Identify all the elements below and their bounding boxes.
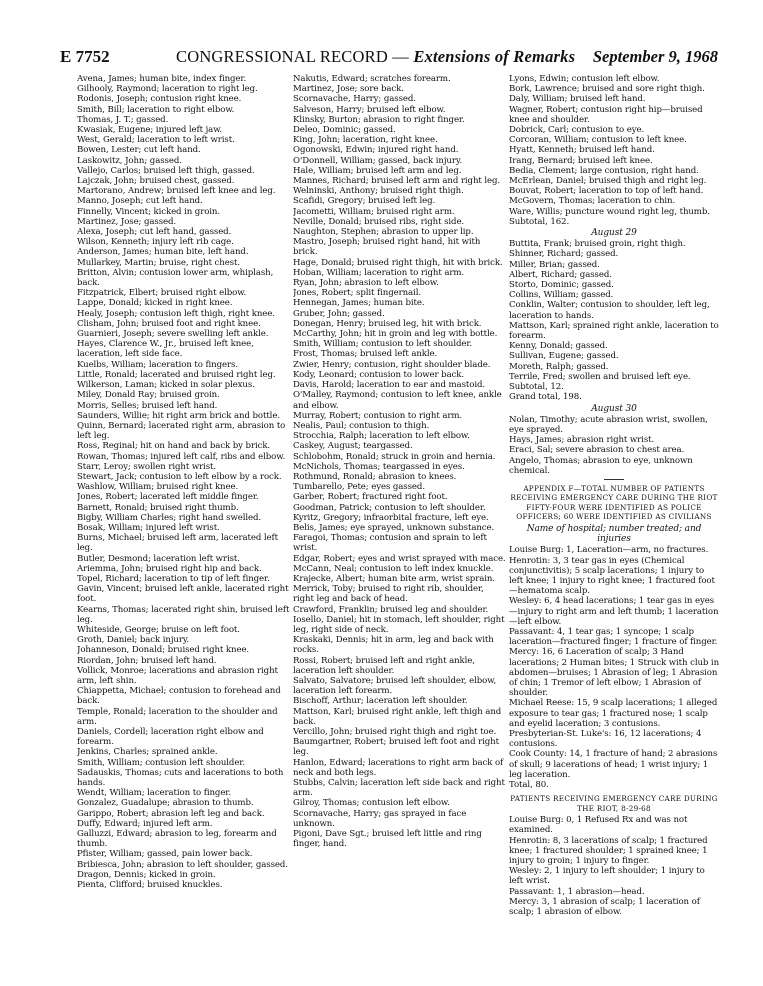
entry: Ryan, John; abrasion to left elbow. [293, 278, 439, 289]
entry: Merrick, Toby; bruised to right rib, shoulder, right leg and back of head. [293, 584, 484, 605]
entry: Gruber, John; gassed. [293, 308, 385, 319]
entry: Johanneson, Donald; bruised right knee. [77, 645, 250, 656]
entry: Wendt, William; laceration to finger. [77, 788, 231, 799]
entry: Hyatt, Kenneth; bruised left hand. [509, 145, 655, 156]
entry: Irang, Bernard; bruised left knee. [509, 155, 653, 166]
title-main: CONGRESSIONAL RECORD — [176, 47, 414, 66]
entry: Terrile, Fred; swollen and bruised left eye. [509, 371, 691, 382]
entry: Bigby, William Charles; right hand swelled. [77, 512, 262, 523]
entry: Shinner, Richard; gassed. [509, 249, 619, 260]
entry: Groth, Daniel; back injury. [77, 635, 190, 646]
entry: Barnett, Ronald; bruised right thumb. [77, 502, 239, 513]
entry: Rodonis, Joseph; contusion right knee. [77, 94, 242, 105]
entry: Passavant: 1, 1 abrasion—head. [509, 886, 645, 897]
entry: Welninski, Anthony; bruised right thigh. [293, 186, 464, 197]
entry: Donegan, Henry; bruised leg, hit with brick. [293, 318, 482, 329]
entry: Chiappetta, Michael; contusion to forehead and back. [77, 686, 281, 707]
entry: Garber, Robert; fractured right foot. [293, 492, 448, 503]
entry: Jenkins, Charles; sprained ankle. [77, 747, 218, 758]
entry: Belis, James; eye sprayed, unknown substance. [293, 522, 495, 533]
entry: McCarthy, John; hit in groin and leg with bottle. [293, 329, 498, 340]
entry: Miley, Donald Ray; bruised groin. [77, 390, 220, 401]
entry: Sadauskis, Thomas; cuts and lacerations to both hands. [77, 767, 284, 789]
entry: Thomas, J. T.; gassed. [77, 114, 169, 125]
entry: Ariemma, John; bruised right hip and back. [77, 563, 262, 574]
entry: Dragon, Dennis; kicked in groin. [77, 869, 216, 880]
entry: Dobrick, Carl; contusion to eye. [509, 125, 645, 136]
entry: Mannes, Richard; bruised left arm and right leg. [293, 176, 501, 187]
entry: Healy, Joseph; contusion left thigh, right knee. [77, 308, 275, 319]
column-1 [77, 74, 291, 979]
entry: Quinn, Bernard; lacerated right arm, abrasion to left leg. [77, 420, 286, 442]
entry: Crawford, Franklin; bruised leg and shoulder. [293, 604, 489, 615]
entry: Fitzpatrick, Elbert; bruised right elbow. [77, 288, 247, 299]
entry: Gilroy, Thomas; contusion left elbow. [293, 798, 450, 809]
entry: Stubbs, Calvin; laceration left side back and right arm. [293, 778, 505, 799]
entry: Bedia, Clement; large contusion, right hand. [509, 165, 699, 176]
entry: Garippo, Robert; abrasion left leg and back. [77, 808, 265, 819]
entry: Nolan, Timothy; acute abrasion wrist, swollen, eye sprayed. [509, 414, 708, 435]
entry: Duffy, Edward; injured left arm. [77, 818, 213, 829]
entry: Krajecke, Albert; human bite arm, wrist sprain. [293, 573, 495, 584]
entry: Total, 80. [509, 780, 549, 790]
entry: Temple, Ronald; laceration to the shoulder and arm. [77, 706, 278, 727]
entry: Goodman, Patrick; contusion to left shoulder. [293, 502, 486, 513]
entry: Iosello, Daniel; hit in stomach, left shoulder, right leg, right side of neck. [293, 614, 505, 635]
entry: Subtotal, 12. [509, 382, 564, 393]
entry: West, Gerald; laceration to left wrist. [77, 135, 235, 146]
entry: Butler, Desmond; laceration left wrist. [77, 553, 240, 564]
entry: Hays, James; abrasion right wrist. [509, 435, 655, 446]
entry: Gilhooly, Raymond; laceration to right leg. [77, 84, 258, 95]
entry: O'Donnell, William; gassed, back injury. [293, 155, 463, 166]
entry: McErlean, Daniel; bruised thigh and right leg. [509, 176, 707, 187]
entry: Bork, Lawrence; bruised and sore right thigh. [509, 84, 705, 95]
entry: Mattson, Karl; bruised right ankle, left thigh and back. [293, 706, 502, 727]
entry: Anderson, James; human bite, left hand. [77, 247, 249, 258]
heading-august-29: August 29 [591, 228, 637, 239]
entry: Riordan, John; bruised left hand. [77, 655, 217, 666]
page-number: E 7752 [60, 47, 110, 66]
entry: Alexa, Joseph; cut left hand, gassed. [77, 227, 232, 238]
entry: Murray, Robert; contusion to right arm. [293, 410, 463, 421]
entry: Jones, Robert; split fingernail. [293, 288, 421, 299]
entry: McGovern, Thomas; laceration to chin. [509, 196, 676, 207]
entry: Burns, Michael; bruised left arm, lacerated left leg. [77, 533, 278, 554]
entry: Salvato, Salvatore; bruised left shoulder, elbow, laceration left forearm. [293, 675, 497, 697]
publication-title [176, 47, 575, 67]
entry: McNichols, Thomas; teargassed in eyes. [293, 461, 465, 472]
entry: Hanlon, Edward; lacerations to right arm back of neck and both legs. [293, 757, 504, 778]
entry: Michael Reese: 15, 9 scalp lacerations; 1 alleged exposure to tear gas; 1 fractured nose; 1 scalp and eyelid laceration; 3 contusions. [509, 698, 718, 729]
entry: Mullarkey, Martin; bruise, right chest. [77, 257, 240, 268]
entry: Wagner, Robert; contusion right hip—bruised knee and shoulder. [509, 104, 703, 125]
emergency-care-heading: PATIENTS RECEIVING EMERGENCY CARE DURING THE RIOT, 8-29-68 [510, 794, 718, 813]
entry: Avena, James; human bite, index finger. [77, 74, 247, 84]
issue-date: September 9, 1968 [592, 47, 718, 66]
entry: Bischoff, Arthur; laceration left shoulder. [293, 696, 468, 707]
entry: Wesley: 2, 1 injury to left shoulder; 1 injury to left wrist. [509, 866, 705, 887]
entry: Manno, Joseph; cut left hand. [77, 196, 203, 207]
entry: Mercy: 3, 1 abrasion of scalp; 1 laceration of scalp; 1 abrasion of elbow. [509, 896, 700, 918]
entry: Kuelbs, William; laceration to fingers. [77, 359, 238, 370]
entry: Grand total, 198. [509, 392, 582, 403]
entry: Frost, Thomas; bruised left ankle. [293, 349, 438, 360]
entry: Vercillo, John; bruised right thigh and right toe. [293, 727, 497, 737]
entry: Britton, Alvin; contusion lower arm, whiplash, back. [77, 267, 274, 289]
title-section: Extensions of Remarks [413, 47, 576, 66]
entry: Kenny, Donald; gassed. [509, 341, 608, 352]
entry: Kody, Leonard; contusion to lower back. [293, 369, 465, 380]
entry: Collins, William; gassed. [509, 290, 614, 301]
entry: Jacometti, William; bruised right arm. [293, 206, 455, 217]
entry: Bouvat, Robert; laceration to top of left hand. [509, 186, 704, 197]
entry: Hayes, Clarence W., Jr., bruised left knee, laceration, left side face. [77, 339, 254, 360]
entry: Nakutis, Edward; scratches forearm. [293, 74, 451, 84]
entry: Klinsky, Burton; abrasion to right finger. [293, 114, 465, 125]
entry: Presbyterian-St. Luke's: 16, 12 lacerations; 4 contusions. [509, 728, 702, 750]
entry: Cook County: 14, 1 fracture of hand; 2 abrasions of skull; 9 lacerations of head; 1 wrist injury; 1 leg laceration. [509, 749, 718, 780]
entry: Louise Burg: 0, 1 Refused Rx and was not examined. [509, 815, 688, 836]
column-3 [509, 74, 719, 979]
entry: Hale, William; bruised left arm and leg. [293, 165, 462, 176]
entry: Ogonowski, Edwin; injured right hand. [293, 145, 459, 156]
entry: Pienta, Clifford; bruised knuckles. [77, 880, 223, 891]
entry: Bowen, Lester; cut left hand. [77, 145, 201, 156]
entry: Louise Burg: 1, Laceration—arm, no fractures. [509, 545, 709, 556]
entry: Miller, Brian; gassed. [509, 259, 600, 270]
entry: Edgar, Robert; eyes and wrist sprayed with mace. [293, 553, 506, 564]
entry: McCann, Neal; contusion to left index knuckle. [293, 563, 494, 574]
entry: Morris, Selles; bruised left hand. [77, 400, 218, 411]
entry: Hoban, William; laceration to right arm. [293, 267, 465, 278]
entry: Martinez, Jose; sore back. [293, 84, 404, 95]
entry: Angelo, Thomas; abrasion to eye, unknown chemical. [509, 455, 693, 476]
page-header [60, 47, 718, 71]
entry: Rothmund, Ronald; abrasion to knees. [293, 471, 457, 482]
entry: Daly, William; bruised left hand. [509, 94, 646, 105]
entry: Gavin, Vincent; bruised left ankle, lacerated right foot. [77, 584, 289, 605]
entry: King, John; laceration, right knee. [293, 135, 438, 146]
entry: Gonzalez, Guadalupe; abrasion to thumb. [77, 798, 254, 809]
entry: Caskey, August; teargassed. [293, 441, 413, 452]
entry: Albert, Richard; gassed. [509, 269, 612, 280]
entry: Guarnieri, Joseph; severe swelling left ankle. [77, 329, 269, 340]
entry: Kyritz, Gregory; infraorbital fracture, left eye. [293, 512, 489, 523]
entry: Tumbarello, Pete; eyes gassed. [293, 482, 425, 493]
entry: Storto, Dominic; gassed. [509, 280, 614, 291]
entry: Scornavache, Harry; gassed. [293, 94, 416, 105]
entry: Zwier, Henry; contusion, right shoulder blade. [293, 359, 491, 370]
entry: Neville, Donald; bruised ribs, right side. [293, 216, 465, 227]
entry: Ware, Willis; puncture wound right leg, thumb. [509, 206, 710, 217]
entry: Ross, Reginal; hit on hand and back by brick. [77, 441, 271, 452]
entry: Laskowitz, John; gassed. [77, 155, 182, 166]
entry: Vallejo, Carlos; bruised left thigh, gassed. [77, 165, 255, 176]
entry: Martorano, Andrew; bruised left knee and leg. [77, 186, 276, 197]
column-2 [293, 74, 507, 979]
entry: Stewart, Jack; contusion to left elbow by a rock. [77, 471, 282, 482]
entry: Lappe, Donald; kicked in right knee. [77, 298, 233, 309]
entry: Hage, Donald; bruised right thigh, hit with brick. [293, 257, 503, 268]
entry: Subtotal, 162. [509, 216, 570, 227]
entry: Faragoi, Thomas; contusion and sprain to left wrist. [293, 533, 487, 554]
entry: Mattson, Karl; sprained right ankle, laceration to forearm. [509, 320, 719, 342]
entry: Kraskaki, Dennis; hit in arm, leg and back with rocks. [293, 635, 494, 656]
entry: Rossi, Robert; bruised left and right ankle, laceration left shoulder. [293, 655, 475, 676]
entry: Schlobohm, Ronald; struck in groin and hernia. [293, 451, 496, 462]
entry: Scornavache, Harry; gas sprayed in face unknown. [293, 808, 467, 829]
entry: Buttita, Frank; bruised groin, right thigh. [509, 239, 686, 250]
entry: Little, Ronald; lacerated and bruised right leg. [77, 369, 276, 380]
entry: Wesley: 6, 4 head lacerations; 1 tear gas in eyes—injury to right arm and left thumb; 1 laceration—left elbow. [509, 596, 719, 627]
entry: Mercy: 16, 6 Laceration of scalp; 3 Hand lacerations; 2 Human bites; 1 Struck with club in abdomen—bruises; 1 Abrasion of leg; 1 Abrasion of chin; 1 Tremor of left elbow; 1 Abrasion of shoulder. [509, 647, 719, 699]
entry: Sullivan, Eugene; gassed. [509, 351, 619, 362]
entry: O'Malley, Raymond; contusion to left knee, ankle and elbow. [293, 390, 502, 411]
appendix-f-heading: APPENDIX F—TOTAL NUMBER OF PATIENTS RECEIVING EMERGENCY CARE DURING THE RIOT FIFTY-FOUR WERE IDENTIFIED AS POLICE OFFICERS; 60 WERE IDENTIFIED AS CIVILIANS [510, 483, 718, 522]
entry: Eraci, Sal; severe abrasion to chest area. [509, 445, 685, 456]
entry: Bosak, William; injured left wrist. [77, 522, 220, 533]
entry: Davis, Harold; laceration to ear and mastoid. [293, 380, 486, 391]
entry: Wilson, Kenneth; injury left rib cage. [77, 237, 234, 248]
entry: Passavant: 4, 1 tear gas; 1 syncope; 1 scalp laceration—fractured finger; 1 fracture of finger. [509, 626, 718, 648]
entry: Henrotin: 3, 3 tear gas in eyes (Chemical conjunctivitis); 5 scalp lacerations; 1 injury to left knee; 1 injury to right knee; 1 fractured foot—hematoma scalp. [509, 555, 715, 597]
entry: Conklin, Walter; contusion to shoulder, left leg, laceration to hands. [509, 300, 710, 321]
entry: Washlow, William; bruised right knee. [77, 482, 239, 493]
entry: Deleo, Dominic; gassed. [293, 125, 396, 136]
entry: Baumgartner, Robert; bruised left foot and right leg. [293, 737, 499, 758]
entry: Martinez, Jose; gassed. [77, 216, 177, 227]
entry: Kearns, Thomas; lacerated right shin, bruised left leg. [77, 604, 290, 625]
entry: Mastro, Joseph; bruised right hand, hit with brick. [293, 237, 481, 258]
entry: Strocchia, Ralph; laceration to left elbow. [293, 431, 470, 442]
entry: Pigoni, Dave Sgt.; bruised left little and ring finger, hand. [293, 829, 482, 850]
entry: Jones, Robert; lacerated left middle finger. [77, 492, 259, 503]
section-divider [604, 479, 624, 480]
entry: Smith, William; contusion left shoulder. [77, 757, 246, 768]
entry: Whiteside, George; bruise on left foot. [77, 624, 240, 635]
entry: Smith, Bill; laceration to right elbow. [77, 104, 235, 115]
entry: Henrotin: 8, 3 lacerations of scalp; 1 fractured knee; 1 fractured shoulder; 1 sprained knee; 1 injury to groin; 1 injury to finger. [509, 835, 708, 867]
entry: Naughton, Stephen; abrasion to upper lip. [293, 227, 474, 238]
entry: Moreth, Ralph; gassed. [509, 361, 609, 372]
entry: Corcoran, William; contusion to left knee. [509, 135, 687, 146]
entry: Kwasiak, Eugene; injured left jaw. [77, 125, 223, 136]
entry: Saunders, Willie; hit right arm brick and bottle. [77, 410, 280, 421]
entry: Daniels, Cordell; laceration right elbow and forearm. [77, 727, 264, 748]
entry: Bribiesca, John; abrasion to left shoulder, gassed. [77, 859, 288, 870]
entry: Lyons, Edwin; contusion left elbow. [509, 74, 660, 84]
entry: Nealis, Paul; contusion to thigh. [293, 420, 430, 431]
entry: Scafidi, Gregory; bruised left leg. [293, 196, 436, 207]
entry: Pfister, William; gassed, pain lower back. [77, 849, 253, 860]
entry: Clisham, John; bruised foot and right knee. [77, 318, 261, 329]
entry: Finnelly, Vincent; kicked in groin. [77, 206, 221, 217]
entry: Rowan, Thomas; injured left calf, ribs and elbow. [77, 451, 286, 462]
appendix-f-subheading: Name of hospital; number treated; and injuries [526, 523, 702, 545]
entry: Vollick, Monroe; lacerations and abrasion right arm, left shin. [77, 665, 278, 686]
entry: Salveson, Harry; bruised left elbow. [293, 104, 446, 115]
entry: Galluzzi, Edward; abrasion to leg, forearm and thumb. [77, 829, 277, 850]
entry: Lajczak, John; bruised chest, gassed. [77, 176, 235, 187]
entry: Hennegan, James; human bite. [293, 298, 425, 309]
entry: Topel, Richard; laceration to tip of left finger. [77, 573, 270, 584]
entry: Starr, Leroy; swollen right wrist. [77, 461, 217, 472]
entry: Smith, William; contusion to left shoulder. [293, 339, 473, 350]
heading-august-30: August 30 [591, 403, 637, 414]
entry: Wilkerson, Laman; kicked in solar plexus. [77, 380, 255, 391]
